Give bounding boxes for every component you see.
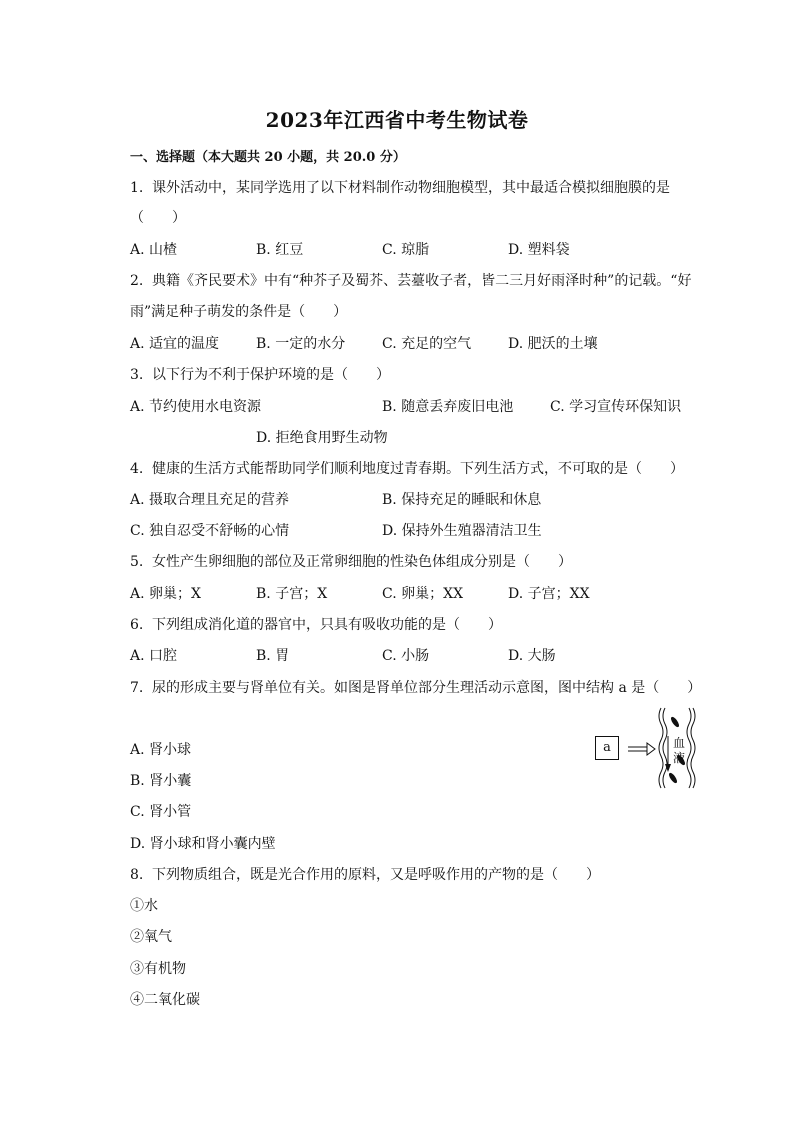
question-8 — [130, 864, 600, 884]
blood-vessel-figure — [595, 706, 705, 796]
question-2 — [130, 270, 691, 290]
option-7d[interactable]: D. 肾小球和肾小囊内壁 — [130, 836, 276, 852]
option-6d[interactable]: D. 大肠 — [508, 648, 556, 664]
option-4d[interactable]: D. 保持外生殖器清洁卫生 — [382, 523, 542, 539]
question-1 — [130, 177, 670, 197]
option-2a[interactable]: A. 适宜的温度 — [130, 336, 220, 352]
question-number: 5. — [130, 554, 144, 570]
option-4c[interactable]: C. 独自忍受不舒畅的心情 — [130, 523, 290, 539]
question-number: 1. — [130, 180, 144, 196]
question-text: 课外活动中，某同学选用了以下材料制作动物细胞模型，其中最适合模拟细胞膜的是 — [152, 180, 670, 196]
question-3 — [130, 364, 390, 384]
item-8-1: ①水 — [130, 898, 158, 914]
question-text: 以下行为不利于保护环境的是（ ） — [152, 367, 390, 383]
item-8-4: ④二氧化碳 — [130, 992, 200, 1008]
question-number: 2. — [130, 273, 144, 289]
item-8-2: ②氧气 — [130, 929, 172, 945]
option-3b[interactable]: B. 随意丢弃废旧电池 — [382, 399, 514, 415]
question-text: 下列物质组合，既是光合作用的原料，又是呼吸作用的产物的是（ ） — [152, 867, 600, 883]
question-number: 8. — [130, 867, 144, 883]
option-1a[interactable]: A. 山楂 — [130, 242, 178, 258]
option-7a[interactable]: A. 肾小球 — [130, 742, 192, 758]
question-text: 女性产生卵细胞的部位及正常卵细胞的性染色体组成分别是（ ） — [152, 554, 572, 570]
question-5 — [130, 551, 572, 571]
question-number: 3. — [130, 367, 144, 383]
option-2c[interactable]: C. 充足的空气 — [382, 336, 472, 352]
option-5a[interactable]: A. 卵巢；X — [130, 586, 201, 602]
question-6 — [130, 614, 502, 634]
option-5d[interactable]: D. 子宫；XX — [508, 586, 590, 602]
nephron-diagram — [595, 706, 705, 796]
question-4 — [130, 458, 684, 478]
blood-label-1: 血 — [673, 736, 686, 750]
question-text: 尿的形成主要与肾单位有关。如图是肾单位部分生理活动示意图，图中结构 a 是（ ） — [152, 680, 702, 696]
structure-a-box: a — [595, 736, 619, 760]
section-heading: 一、选择题（本大题共 20 小题，共 20.0 分） — [130, 150, 406, 165]
question-text: 下列组成消化道的器官中，只具有吸收功能的是（ ） — [152, 617, 502, 633]
question-1-line-2: （ ） — [130, 210, 186, 226]
question-2-line-2: 雨”满足种子萌发的条件是（ ） — [130, 304, 348, 320]
question-number: 4. — [130, 461, 144, 477]
question-number: 6. — [130, 617, 144, 633]
option-2d[interactable]: D. 肥沃的土壤 — [508, 336, 598, 352]
question-number: 7. — [130, 680, 144, 696]
option-3d[interactable]: D. 拒绝食用野生动物 — [256, 430, 388, 446]
option-1d[interactable]: D. 塑料袋 — [508, 242, 570, 258]
question-7 — [130, 677, 701, 697]
option-7c[interactable]: C. 肾小管 — [130, 804, 192, 820]
option-1c[interactable]: C. 琼脂 — [382, 242, 430, 258]
option-6a[interactable]: A. 口腔 — [130, 648, 178, 664]
option-6c[interactable]: C. 小肠 — [382, 648, 430, 664]
option-3c[interactable]: C. 学习宣传环保知识 — [550, 399, 682, 415]
blood-label-2: 液 — [673, 751, 686, 765]
option-4a[interactable]: A. 摄取合理且充足的营养 — [130, 492, 290, 508]
item-8-3: ③有机物 — [130, 961, 186, 977]
option-1b[interactable]: B. 红豆 — [256, 242, 304, 258]
option-4b[interactable]: B. 保持充足的睡眠和休息 — [382, 492, 542, 508]
option-5c[interactable]: C. 卵巢；XX — [382, 586, 464, 602]
option-6b[interactable]: B. 胃 — [256, 648, 290, 664]
option-5b[interactable]: B. 子宫；X — [256, 586, 328, 602]
question-text: 典籍《齐民要术》中有“种芥子及蜀芥、芸薹收子者，皆二三月好雨泽时种”的记载。“好 — [152, 273, 692, 289]
option-7b[interactable]: B. 肾小囊 — [130, 773, 192, 789]
option-2b[interactable]: B. 一定的水分 — [256, 336, 346, 352]
question-text: 健康的生活方式能帮助同学们顺利地度过青春期。下列生活方式，不可取的是（ ） — [152, 461, 684, 477]
page-title: 2023年江西省中考生物试卷 — [265, 108, 529, 132]
option-3a[interactable]: A. 节约使用水电资源 — [130, 399, 262, 415]
